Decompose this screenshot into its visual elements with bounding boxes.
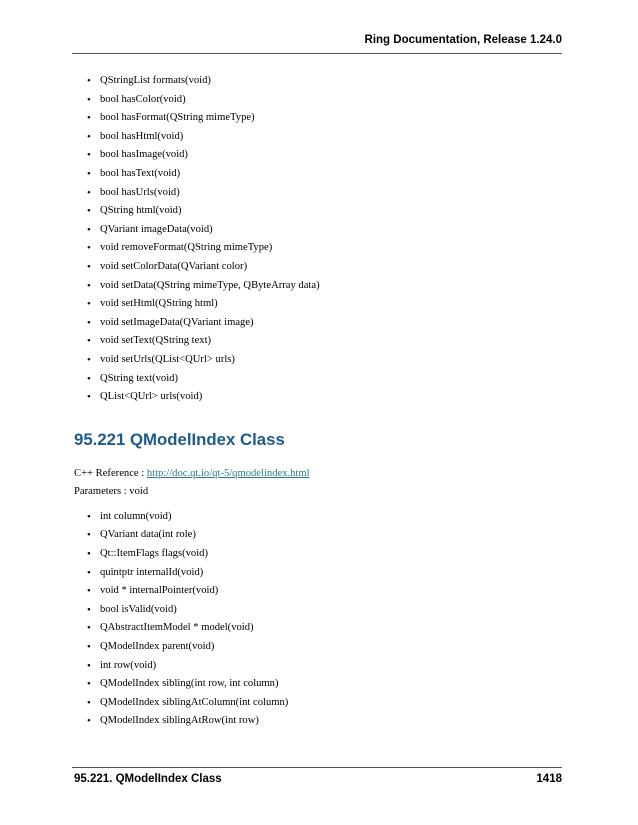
list-item bbox=[74, 146, 562, 165]
list-item-text: QStringList formats(void) bbox=[100, 75, 211, 86]
bullet-icon: • bbox=[87, 149, 91, 162]
list-item-text: Qt::ItemFlags flags(void) bbox=[100, 548, 208, 560]
qmodelindex-method-list bbox=[74, 508, 562, 731]
list-item-text: QString text(void) bbox=[100, 372, 178, 384]
list-item bbox=[74, 202, 562, 221]
list-item bbox=[74, 388, 562, 407]
reference-label: C++ Reference : bbox=[74, 467, 147, 479]
bullet-icon: • bbox=[87, 510, 91, 523]
list-item bbox=[74, 72, 562, 91]
list-item bbox=[74, 109, 562, 128]
bullet-icon: • bbox=[87, 260, 91, 273]
bullet-icon: • bbox=[87, 622, 91, 635]
bullet-icon: • bbox=[87, 279, 91, 292]
bullet-icon: • bbox=[87, 242, 91, 255]
list-item-text: QModelIndex siblingAtColumn(int column) bbox=[100, 696, 289, 708]
list-item bbox=[74, 601, 562, 620]
list-item bbox=[74, 239, 562, 258]
list-item bbox=[74, 564, 562, 583]
list-item bbox=[74, 351, 562, 370]
list-item-text: QModelIndex parent(void) bbox=[100, 641, 215, 653]
bullet-icon: • bbox=[87, 335, 91, 348]
bullet-icon: • bbox=[87, 715, 91, 728]
list-item bbox=[74, 184, 562, 203]
bullet-icon: • bbox=[87, 205, 91, 218]
list-item bbox=[74, 370, 562, 389]
bullet-icon: • bbox=[87, 603, 91, 616]
list-item bbox=[74, 545, 562, 564]
bullet-icon: • bbox=[87, 372, 91, 385]
list-item bbox=[74, 508, 562, 527]
bullet-icon: • bbox=[87, 548, 91, 561]
page-content bbox=[74, 72, 562, 731]
bullet-icon: • bbox=[87, 130, 91, 143]
list-item-text: void * internalPointer(void) bbox=[100, 585, 219, 597]
list-item-text: void setText(QString text) bbox=[100, 335, 212, 347]
list-item-text: void setHtml(QString html) bbox=[100, 298, 218, 310]
list-item bbox=[74, 657, 562, 676]
bullet-icon: • bbox=[87, 223, 91, 236]
list-item-text: quintptr internalId(void) bbox=[100, 566, 204, 578]
list-item-text: bool hasFormat(QString mimeType) bbox=[100, 112, 255, 124]
list-item bbox=[74, 526, 562, 545]
list-item-text: bool hasText(void) bbox=[100, 167, 181, 179]
list-item bbox=[74, 619, 562, 638]
bullet-icon: • bbox=[87, 641, 91, 654]
list-item bbox=[74, 258, 562, 277]
list-item bbox=[74, 712, 562, 731]
list-item-text: bool hasHtml(void) bbox=[100, 130, 184, 142]
bullet-icon: • bbox=[87, 678, 91, 691]
list-item-text: QAbstractItemModel * model(void) bbox=[100, 622, 254, 634]
bullet-icon: • bbox=[87, 391, 91, 404]
page-number: 1418 bbox=[536, 773, 562, 785]
bullet-icon: • bbox=[87, 566, 91, 579]
list-item-text: bool hasUrls(void) bbox=[100, 186, 180, 198]
bullet-icon: • bbox=[87, 316, 91, 329]
list-item bbox=[74, 221, 562, 240]
bullet-icon: • bbox=[87, 186, 91, 199]
bullet-icon: • bbox=[87, 93, 91, 106]
bullet-icon: • bbox=[87, 585, 91, 598]
bullet-icon: • bbox=[87, 75, 91, 87]
list-item bbox=[74, 277, 562, 296]
list-item bbox=[74, 165, 562, 184]
reference-link[interactable]: http://doc.qt.io/qt-5/qmodelindex.html bbox=[146, 467, 310, 479]
method-list bbox=[74, 72, 562, 407]
list-item-text: void setColorData(QVariant color) bbox=[100, 260, 248, 272]
list-item bbox=[74, 675, 562, 694]
list-item-text: QVariant data(int role) bbox=[100, 529, 196, 541]
list-item-text: int row(void) bbox=[100, 659, 157, 671]
list-item-text: void setUrls(QList<QUrl> urls) bbox=[100, 353, 235, 365]
list-item-text: bool hasImage(void) bbox=[100, 149, 188, 161]
bullet-icon: • bbox=[87, 529, 91, 542]
list-item bbox=[74, 694, 562, 713]
header-divider bbox=[72, 53, 562, 54]
footer-section-title: 95.221. QModelIndex Class bbox=[74, 773, 222, 785]
list-item bbox=[74, 91, 562, 110]
list-item-text: QString html(void) bbox=[100, 205, 182, 217]
list-item bbox=[74, 332, 562, 351]
running-header: Ring Documentation, Release 1.24.0 bbox=[364, 34, 562, 46]
list-item bbox=[74, 638, 562, 657]
bullet-icon: • bbox=[87, 353, 91, 366]
list-item-text: QModelIndex sibling(int row, int column) bbox=[100, 678, 279, 690]
list-item bbox=[74, 295, 562, 314]
bullet-icon: • bbox=[87, 298, 91, 311]
list-item-text: void removeFormat(QString mimeType) bbox=[100, 242, 273, 254]
list-item-text: void setData(QString mimeType, QByteArray data) bbox=[100, 279, 320, 291]
list-item-text: QList<QUrl> urls(void) bbox=[100, 391, 203, 403]
bullet-icon: • bbox=[87, 659, 91, 672]
list-item-text: void setImageData(QVariant image) bbox=[100, 316, 254, 328]
section-heading: 95.221 QModelIndex Class bbox=[74, 429, 285, 449]
cpp-reference bbox=[74, 465, 562, 484]
list-item-text: QVariant imageData(void) bbox=[100, 223, 213, 235]
bullet-icon: • bbox=[87, 167, 91, 180]
list-item-text: bool isValid(void) bbox=[100, 603, 177, 615]
list-item-text: bool hasColor(void) bbox=[100, 93, 186, 105]
bullet-icon: • bbox=[87, 112, 91, 125]
list-item bbox=[74, 128, 562, 147]
list-item-text: int column(void) bbox=[100, 510, 172, 522]
parameters-text: Parameters : void bbox=[74, 486, 149, 498]
list-item bbox=[74, 314, 562, 333]
list-item-text: QModelIndex siblingAtRow(int row) bbox=[100, 715, 259, 727]
bullet-icon: • bbox=[87, 696, 91, 709]
list-item bbox=[74, 582, 562, 601]
footer-divider bbox=[72, 767, 562, 768]
